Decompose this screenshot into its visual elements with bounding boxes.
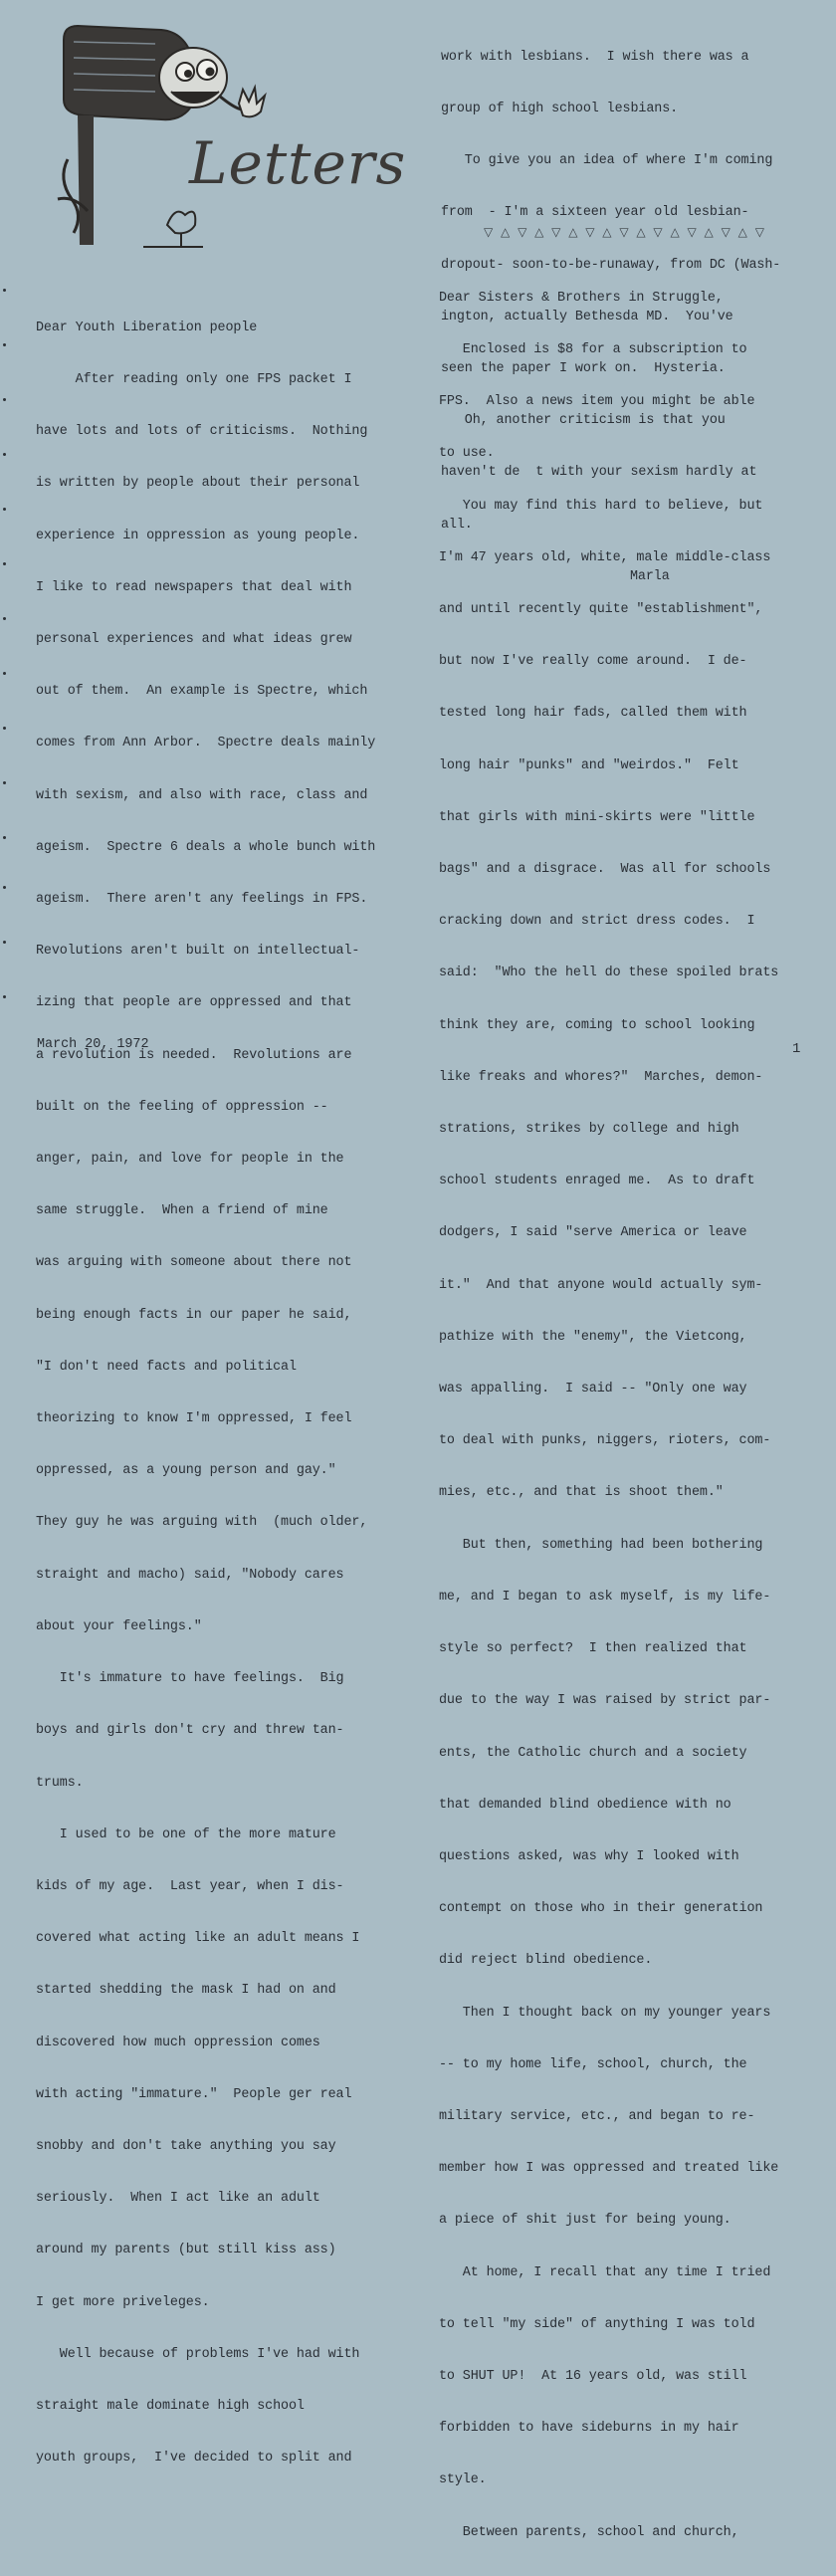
- binding-dot: [3, 672, 6, 675]
- text-line: ageism. There aren't any feelings in FPS.: [36, 892, 368, 908]
- text-line: military service, etc., and began to re-: [439, 2108, 755, 2124]
- binding-holes: [0, 0, 10, 1100]
- text-line: Oh, another criticism is that you: [441, 413, 726, 429]
- text-line: I like to read newspapers that deal with: [36, 579, 352, 595]
- text-line: built on the feeling of oppression --: [36, 1099, 328, 1115]
- binding-dot: [3, 995, 6, 998]
- text-line: about your feelings.": [36, 1618, 202, 1634]
- text-line: have lots and lots of criticisms. Nothing: [36, 424, 368, 440]
- text-line: But then, something had been bothering: [439, 1537, 763, 1553]
- letter-signature: Marla: [630, 568, 670, 584]
- text-line: dodgers, I said "serve America or leave: [439, 1225, 747, 1241]
- text-line: all.: [441, 517, 473, 533]
- text-line: like freaks and whores?" Marches, demon-: [439, 1069, 763, 1085]
- text-line: I used to be one of the more mature: [36, 1826, 336, 1842]
- text-line: personal experiences and what ideas grew: [36, 632, 352, 648]
- text-line: Dear Sisters & Brothers in Struggle,: [439, 290, 724, 306]
- text-line: bags" and a disgrace. Was all for schools: [439, 862, 771, 878]
- text-line: straight male dominate high school: [36, 2398, 305, 2414]
- binding-dot: [3, 836, 6, 839]
- text-line: to SHUT UP! At 16 years old, was still: [439, 2368, 747, 2384]
- text-line: long hair "punks" and "weirdos." Felt: [439, 757, 739, 773]
- text-line: To give you an idea of where I'm coming: [441, 153, 773, 169]
- text-line: a revolution is needed. Revolutions are: [36, 1047, 352, 1063]
- text-line: around my parents (but still kiss ass): [36, 2243, 336, 2258]
- text-line: It's immature to have feelings. Big: [36, 1671, 344, 1687]
- text-line: At home, I recall that any time I tried: [439, 2264, 771, 2280]
- text-line: comes from Ann Arbor. Spectre deals mainly: [36, 736, 376, 751]
- binding-dot: [3, 453, 6, 456]
- text-line: Between parents, school and church,: [439, 2524, 739, 2540]
- text-line: oppressed, as a young person and gay.": [36, 1463, 336, 1479]
- text-line: it." And that anyone would actually sym-: [439, 1277, 763, 1293]
- text-line: trums.: [36, 1775, 84, 1791]
- section-divider: ▽ △ ▽ △ ▽ △ ▽ △ ▽ △ ▽ △ ▽ △ ▽ △ ▽: [484, 225, 766, 239]
- text-line: seen the paper I work on. Hysteria.: [441, 361, 726, 377]
- text-line: After reading only one FPS packet I: [36, 372, 352, 388]
- text-line: started shedding the mask I had on and: [36, 1983, 336, 1999]
- page-title: Letters: [189, 129, 407, 197]
- text-line: covered what acting like an adult means I: [36, 1931, 360, 1947]
- text-line: ington, actually Bethesda MD. You've: [441, 309, 733, 324]
- text-line: ageism. Spectre 6 deals a whole bunch with: [36, 839, 376, 855]
- text-line: was arguing with someone about there not: [36, 1255, 352, 1271]
- text-line: member how I was oppressed and treated like: [439, 2161, 779, 2177]
- text-line: style.: [439, 2472, 487, 2488]
- text-line: I get more priveleges.: [36, 2294, 210, 2310]
- text-line: Revolutions aren't built on intellectual-: [36, 944, 360, 960]
- text-line: style so perfect? I then realized that: [439, 1641, 747, 1657]
- binding-dot: [3, 886, 6, 889]
- binding-dot: [3, 617, 6, 620]
- text-line: "I don't need facts and political: [36, 1359, 297, 1375]
- text-line: work with lesbians. I wish there was a: [441, 49, 749, 65]
- text-line: from - I'm a sixteen year old lesbian-: [441, 205, 749, 221]
- text-line: me, and I began to ask myself, is my life-: [439, 1589, 771, 1605]
- text-line: FPS. Also a news item you might be able: [439, 394, 755, 410]
- text-line: Then I thought back on my younger years: [439, 2005, 771, 2021]
- page-number: 1: [792, 1041, 801, 1057]
- text-line: to deal with punks, niggers, rioters, com-: [439, 1433, 771, 1449]
- text-line: tested long hair fads, called them with: [439, 706, 747, 722]
- binding-dot: [3, 941, 6, 944]
- text-line: to use.: [439, 446, 495, 462]
- text-line: They guy he was arguing with (much older,: [36, 1515, 368, 1531]
- text-line: due to the way I was raised by strict par-: [439, 1693, 771, 1709]
- text-line: -- to my home life, school, church, the: [439, 2056, 747, 2072]
- text-line: Enclosed is $8 for a subscription to: [439, 342, 747, 358]
- binding-dot: [3, 343, 6, 346]
- binding-dot: [3, 562, 6, 565]
- issue-date: March 20, 1972: [37, 1037, 149, 1052]
- letter-left-column: [36, 285, 414, 2501]
- text-line: I'm 47 years old, white, male middle-class: [439, 549, 771, 565]
- binding-dot: [3, 398, 6, 401]
- binding-dot: [3, 508, 6, 511]
- text-line: cracking down and strict dress codes. I: [439, 914, 755, 930]
- text-line: a piece of shit just for being young.: [439, 2213, 732, 2229]
- text-line: think they are, coming to school looking: [439, 1017, 755, 1033]
- text-line: mies, etc., and that is shoot them.": [439, 1485, 724, 1501]
- text-line: with sexism, and also with race, class and: [36, 787, 368, 803]
- text-line: out of them. An example is Spectre, which: [36, 684, 368, 700]
- text-line: pathize with the "enemy", the Vietcong,: [439, 1329, 747, 1345]
- binding-dot: [3, 289, 6, 292]
- text-line: seriously. When I act like an adult: [36, 2191, 320, 2207]
- text-line: theorizing to know I'm oppressed, I feel: [36, 1411, 352, 1427]
- text-line: kids of my age. Last year, when I dis-: [36, 1878, 344, 1894]
- text-line: haven't de t with your sexism hardly at: [441, 465, 757, 481]
- text-line: discovered how much oppression comes: [36, 2035, 320, 2050]
- text-line: did reject blind obedience.: [439, 1953, 653, 1969]
- text-line: to tell "my side" of anything I was told: [439, 2316, 755, 2332]
- text-line: strations, strikes by college and high: [439, 1122, 739, 1138]
- text-line: straight and macho) said, "Nobody cares: [36, 1567, 344, 1583]
- text-line: school students enraged me. As to draft: [439, 1174, 755, 1189]
- text-line: that girls with mini-skirts were "little: [439, 809, 755, 825]
- text-line: ents, the Catholic church and a society: [439, 1745, 747, 1761]
- text-line: and until recently quite "establishment",: [439, 602, 763, 618]
- text-line: that demanded blind obedience with no: [439, 1797, 732, 1813]
- text-line: youth groups, I've decided to split and: [36, 2451, 352, 2467]
- binding-dot: [3, 781, 6, 784]
- text-line: said: "Who the hell do these spoiled brats: [439, 966, 779, 981]
- text-line: Dear Youth Liberation people: [36, 320, 258, 335]
- text-line: being enough facts in our paper he said,: [36, 1307, 352, 1323]
- text-line: same struggle. When a friend of mine: [36, 1203, 328, 1219]
- text-line: snobby and don't take anything you say: [36, 2138, 336, 2154]
- text-line: with acting "immature." People ger real: [36, 2086, 352, 2102]
- text-line: contempt on those who in their generation: [439, 1901, 763, 1917]
- text-line: boys and girls don't cry and threw tan-: [36, 1723, 344, 1739]
- text-line: anger, pain, and love for people in the: [36, 1152, 344, 1168]
- text-line: Well because of problems I've had with: [36, 2346, 360, 2362]
- text-line: izing that people are oppressed and that: [36, 995, 352, 1011]
- text-line: dropout- soon-to-be-runaway, from DC (Wash-: [441, 257, 781, 273]
- text-line: group of high school lesbians.: [441, 102, 679, 117]
- letter-right-column: [439, 255, 832, 2576]
- binding-dot: [3, 727, 6, 730]
- text-line: was appalling. I said -- "Only one way: [439, 1382, 747, 1397]
- text-line: You may find this hard to believe, but: [439, 498, 763, 514]
- text-line: experience in oppression as young people.: [36, 528, 360, 543]
- text-line: questions asked, was why I looked with: [439, 1848, 739, 1864]
- text-line: but now I've really come around. I de-: [439, 654, 747, 670]
- text-line: forbidden to have sideburns in my hair: [439, 2421, 739, 2437]
- text-line: is written by people about their personal: [36, 476, 360, 492]
